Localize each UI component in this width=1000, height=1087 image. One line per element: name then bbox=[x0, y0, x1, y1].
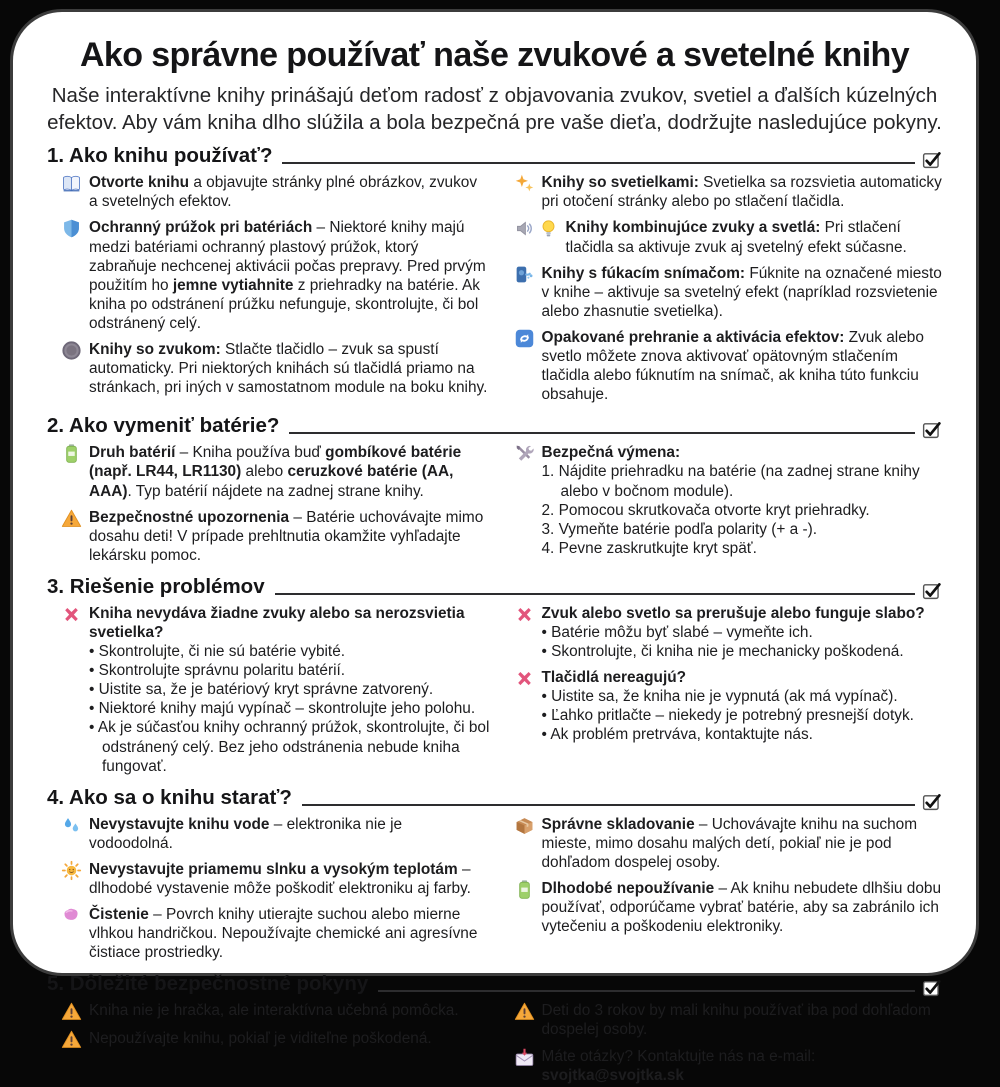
blowing-face-icon bbox=[514, 264, 535, 285]
item-icons bbox=[514, 879, 535, 936]
instruction-text: Knihy kombinujúce zvuky a svetlá: Pri stlačení tlačidla sa aktivuje zvuk aj svetelný efekt súčasne. bbox=[565, 219, 907, 256]
instruction-text: Opakované prehranie a aktivácia efektov: Zvuk alebo svetlo môžete znova aktivovať opätovným stlačením tlačidla alebo fúknutím na snímač, ak kniha túto funkciu obsahuje. bbox=[541, 328, 924, 404]
instruction-text: Knihy s fúkacím snímačom: Fúknite na označené miesto v knihe – aktivuje sa svetelný efekt (napríklad rozsvietenie alebo zhasnutie svetielka). bbox=[541, 264, 942, 320]
item-icons bbox=[61, 905, 82, 962]
bullet-point: • Ľahko pritlačte – niekedy je potrebný presnejší dotyk. bbox=[541, 707, 914, 725]
item-icons bbox=[514, 604, 535, 661]
instruction-item bbox=[61, 1001, 490, 1022]
item-icons bbox=[61, 218, 82, 333]
instruction-text: Knihy so svetielkami: Svetielka sa rozsvietia automaticky pri otočení stránky alebo po stlačení tlačidla. bbox=[541, 174, 942, 211]
instruction-text: Tlačidlá nereagujú? • Uistite sa, že kniha nie je vypnutá (ak má vypínač). • Ľahko pritlačte – niekedy je potrebný presnejší dotyk. • Ak problém pretrváva, kontaktujte nás. bbox=[541, 669, 914, 744]
section-columns bbox=[47, 996, 942, 1086]
instruction-item bbox=[514, 815, 943, 872]
column bbox=[514, 443, 943, 565]
column bbox=[514, 815, 943, 963]
section-title: 1. Ako knihu používať? bbox=[47, 144, 273, 168]
instruction-item bbox=[514, 1001, 943, 1039]
item-icons bbox=[61, 815, 82, 853]
section-columns bbox=[47, 599, 942, 778]
section-title: 3. Riešenie problémov bbox=[47, 574, 265, 598]
section-header bbox=[47, 972, 942, 996]
item-icons bbox=[514, 668, 535, 744]
envelope-icon bbox=[514, 1047, 535, 1068]
instruction-item bbox=[61, 1029, 490, 1050]
instruction-text: Deti do 3 rokov by mali knihu používať iba pod dohľadom dospelej osoby. bbox=[541, 1002, 931, 1039]
instruction-text: Otvorte knihu a objavujte stránky plné obrázkov, zvukov a svetelných efektov. bbox=[89, 174, 478, 211]
column bbox=[61, 1001, 490, 1084]
instruction-item bbox=[514, 668, 943, 744]
cross-icon bbox=[514, 604, 535, 625]
instruction-item bbox=[514, 264, 943, 321]
section bbox=[47, 786, 942, 965]
section-title: 5. Dôležité bezpečnostné pokyny bbox=[47, 972, 369, 996]
item-icons bbox=[61, 1001, 82, 1022]
checked-checkbox-icon bbox=[921, 977, 942, 998]
section-header bbox=[47, 575, 942, 599]
numbered-step: 1. Nájdite priehradku na batérie (na zadnej strane knihy alebo v bočnom module). bbox=[541, 463, 920, 500]
numbered-step: 4. Pevne zaskrutkujte kryt späť. bbox=[541, 539, 757, 557]
tools-icon bbox=[514, 443, 535, 464]
bullet-point: • Skontrolujte správnu polaritu batérií. bbox=[89, 662, 346, 680]
lightbulb-icon bbox=[538, 218, 559, 239]
sponge-icon bbox=[61, 905, 82, 926]
bullet-point: • Ak problém pretrváva, kontaktujte nás. bbox=[541, 726, 813, 744]
numbered-step: 2. Pomocou skrutkovača otvorte kryt priehradky. bbox=[541, 501, 870, 519]
instruction-item bbox=[61, 443, 490, 500]
item-icons bbox=[514, 443, 535, 558]
instruction-text: Nevystavujte priamemu slnku a vysokým teplotám – dlhodobé vystavenie môže poškodiť elektroniku aj farby. bbox=[89, 860, 471, 897]
instruction-item bbox=[514, 218, 943, 256]
section-divider bbox=[289, 432, 915, 434]
section-divider bbox=[302, 804, 915, 806]
sun-icon bbox=[61, 860, 82, 881]
instruction-item bbox=[514, 879, 943, 936]
column bbox=[514, 173, 943, 404]
instruction-text: Nevystavujte knihu vode – elektronika nie je vodoodolná. bbox=[89, 815, 403, 852]
shield-icon bbox=[61, 218, 82, 239]
page-title: Ako správne používať naše zvukové a svetelné knihy bbox=[79, 36, 910, 74]
instruction-text: Čistenie – Povrch knihy utierajte suchou alebo mierne vlhkou handričkou. Nepoužívajte chemické ani agresívne čistiace prostriedky. bbox=[89, 906, 478, 962]
item-icons bbox=[61, 173, 82, 211]
refresh-icon bbox=[514, 328, 535, 349]
column bbox=[61, 815, 490, 963]
instruction-text: Nepoužívajte knihu, pokiaľ je viditeľne poškodená. bbox=[89, 1030, 432, 1048]
column bbox=[61, 604, 490, 776]
instruction-item bbox=[514, 173, 943, 211]
column bbox=[514, 1001, 943, 1084]
section-divider bbox=[282, 162, 915, 164]
instruction-text: Dlhodobé nepoužívanie – Ak knihu nebudete dlhšiu dobu používať, odporúčame vybrať batérie, aby sa zabránilo ich vytečeniu a poškodeniu elektroniky. bbox=[541, 880, 941, 936]
instruction-text: Kniha nie je hračka, ale interaktívna učebná pomôcka. bbox=[89, 1002, 459, 1020]
instruction-item bbox=[61, 508, 490, 565]
speaker-icon bbox=[514, 218, 535, 239]
instruction-text: Zvuk alebo svetlo sa prerušuje alebo funguje slabo? • Batérie môžu byť slabé – vymeňte ich. • Skontrolujte, či kniha nie je mechanicky poškodená. bbox=[541, 604, 925, 661]
section-divider bbox=[378, 990, 915, 992]
sparkles-icon bbox=[514, 173, 535, 194]
instruction-text: Ochranný prúžok pri batériách – Niektoré knihy majú medzi batériami ochranný plastový prúžok, ktorý zabraňuje nechcenej aktivácii počas prepravy. Pred prvým použitím ho jemne vytiahnite z priehradky na batérie. Ak kniha po odstránení prúžku nefunguje, skontrolujte, či bol odstránený celý. bbox=[89, 219, 486, 332]
instruction-text: Kniha nevydáva žiadne zvuky alebo sa nerozsvietia svetielka? • Skontrolujte, či nie sú batérie vybité. • Skontrolujte správnu polaritu batérií. • Uistite sa, že je batériový kryt správne zatvorený. • Niektoré knihy majú vypínač – skontrolujte jeho polohu. • Ak je súčasťou knihy ochranný prúžok, skontrolujte, či bol odstránený celý. Bez jeho odstránenia nebude kniha fungovať. bbox=[89, 604, 490, 775]
sections bbox=[47, 144, 942, 1086]
battery-icon bbox=[514, 879, 535, 900]
item-icons bbox=[61, 604, 82, 776]
item-icons bbox=[514, 815, 535, 872]
instruction-text: Bezpečnostné upozornenia – Batérie uchovávajte mimo dosahu deti! V prípade prehltnutia okamžite vyhľadajte lekársku pomoc. bbox=[89, 508, 484, 564]
section bbox=[47, 575, 942, 778]
instruction-item bbox=[61, 340, 490, 397]
instruction-item bbox=[61, 604, 490, 776]
section-divider bbox=[275, 593, 915, 595]
bullet-point: • Skontrolujte, či nie sú batérie vybité. bbox=[89, 643, 346, 661]
checked-checkbox-icon bbox=[921, 419, 942, 440]
battery-icon bbox=[61, 443, 82, 464]
instruction-item bbox=[514, 604, 943, 661]
item-icons bbox=[514, 173, 535, 211]
instruction-text: Bezpečná výmena: 1. Nájdite priehradku na batérie (na zadnej strane knihy alebo v bočnom module). 2. Pomocou skrutkovača otvorte kryt priehradky. 3. Vymeňte batérie podľa polarity (+ a -). 4. Pevne zaskrutkujte kryt späť. bbox=[542, 443, 943, 558]
section-title: 4. Ako sa o knihu starať? bbox=[47, 785, 292, 809]
section-columns bbox=[47, 168, 942, 406]
sound-button-icon bbox=[61, 340, 82, 361]
item-icons bbox=[61, 443, 82, 500]
bullet-point: • Ak je súčasťou knihy ochranný prúžok, skontrolujte, či bol odstránený celý. Bez jeho odstránenia nebude kniha fungovať. bbox=[89, 719, 490, 775]
instruction-item bbox=[61, 815, 490, 853]
column bbox=[61, 443, 490, 565]
instruction-text: Druh batérií – Kniha používa buď gombíkové batérie (např. LR44, LR1130) alebo ceruzkové batérie (AA, AAA). Typ batérií nájdete na zadnej strane knihy. bbox=[89, 444, 462, 500]
item-icons bbox=[61, 508, 82, 565]
instruction-item bbox=[514, 443, 943, 558]
section-header bbox=[47, 414, 942, 438]
item-icons bbox=[514, 264, 535, 321]
checked-checkbox-icon bbox=[921, 580, 942, 601]
section-columns bbox=[47, 438, 942, 567]
instruction-item bbox=[61, 860, 490, 898]
item-icons bbox=[514, 218, 559, 256]
instruction-text: Knihy so zvukom: Stlačte tlačidlo – zvuk sa spustí automaticky. Pri niektorých knihách sú tlačidlá priamo na stránkach, pri iných v samostatnom module na boku knihy. bbox=[89, 341, 488, 397]
instruction-sheet bbox=[10, 9, 979, 1084]
water-drops-icon bbox=[61, 815, 82, 836]
instruction-item bbox=[514, 1047, 943, 1085]
checked-checkbox-icon bbox=[921, 149, 942, 170]
bullet-point: • Batérie môžu byť slabé – vymeňte ich. bbox=[541, 623, 813, 641]
section bbox=[47, 972, 942, 1086]
warning-icon bbox=[61, 1001, 82, 1022]
bullet-point: • Uistite sa, že kniha nie je vypnutá (ak má vypínač). bbox=[541, 688, 898, 706]
column bbox=[514, 604, 943, 776]
instruction-text: Máte otázky? Kontaktujte nás na e-mail: svojtka@svojtka.sk bbox=[541, 1047, 816, 1084]
item-icons bbox=[514, 1001, 535, 1039]
bullet-point: • Niektoré knihy majú vypínač – skontrolujte jeho polohu. bbox=[89, 700, 476, 718]
warning-icon bbox=[514, 1001, 535, 1022]
instruction-text: Správne skladovanie – Uchovávajte knihu na suchom mieste, mimo dosahu malých detí, pokiaľ nie je pod dohľadom dospelej osoby. bbox=[541, 815, 918, 871]
column bbox=[61, 173, 490, 404]
section-title: 2. Ako vymeniť batérie? bbox=[47, 414, 280, 438]
section-header bbox=[47, 144, 942, 168]
section-header bbox=[47, 786, 942, 810]
instruction-item bbox=[61, 173, 490, 211]
package-icon bbox=[514, 815, 535, 836]
open-book-icon bbox=[61, 173, 82, 194]
instruction-item bbox=[514, 328, 943, 404]
warning-icon bbox=[61, 508, 82, 529]
cross-icon bbox=[514, 668, 535, 689]
section bbox=[47, 144, 942, 406]
intro-paragraph: Naše interaktívne knihy prinášajú deťom radosť z objavovania zvukov, svetiel a ďalších kúzelných efektov. Aby vám kniha dlho slúžila a bola bezpečná pre vaše dieťa, dodržujte nasledujúce pokyny. bbox=[47, 84, 942, 134]
bullet-point: • Skontrolujte, či kniha nie je mechanicky poškodená. bbox=[541, 643, 904, 661]
item-icons bbox=[61, 1029, 82, 1050]
warning-icon bbox=[61, 1029, 82, 1050]
instruction-item bbox=[61, 905, 490, 962]
checked-checkbox-icon bbox=[921, 791, 942, 812]
numbered-step: 3. Vymeňte batérie podľa polarity (+ a -). bbox=[541, 520, 818, 538]
bullet-point: • Uistite sa, že je batériový kryt správne zatvorený. bbox=[89, 681, 434, 699]
item-icons bbox=[61, 340, 82, 397]
cross-icon bbox=[61, 604, 82, 625]
instruction-item bbox=[61, 218, 490, 333]
item-icons bbox=[61, 860, 82, 898]
item-icons bbox=[514, 328, 535, 404]
section-columns bbox=[47, 810, 942, 965]
item-icons bbox=[514, 1047, 535, 1085]
section bbox=[47, 414, 942, 567]
